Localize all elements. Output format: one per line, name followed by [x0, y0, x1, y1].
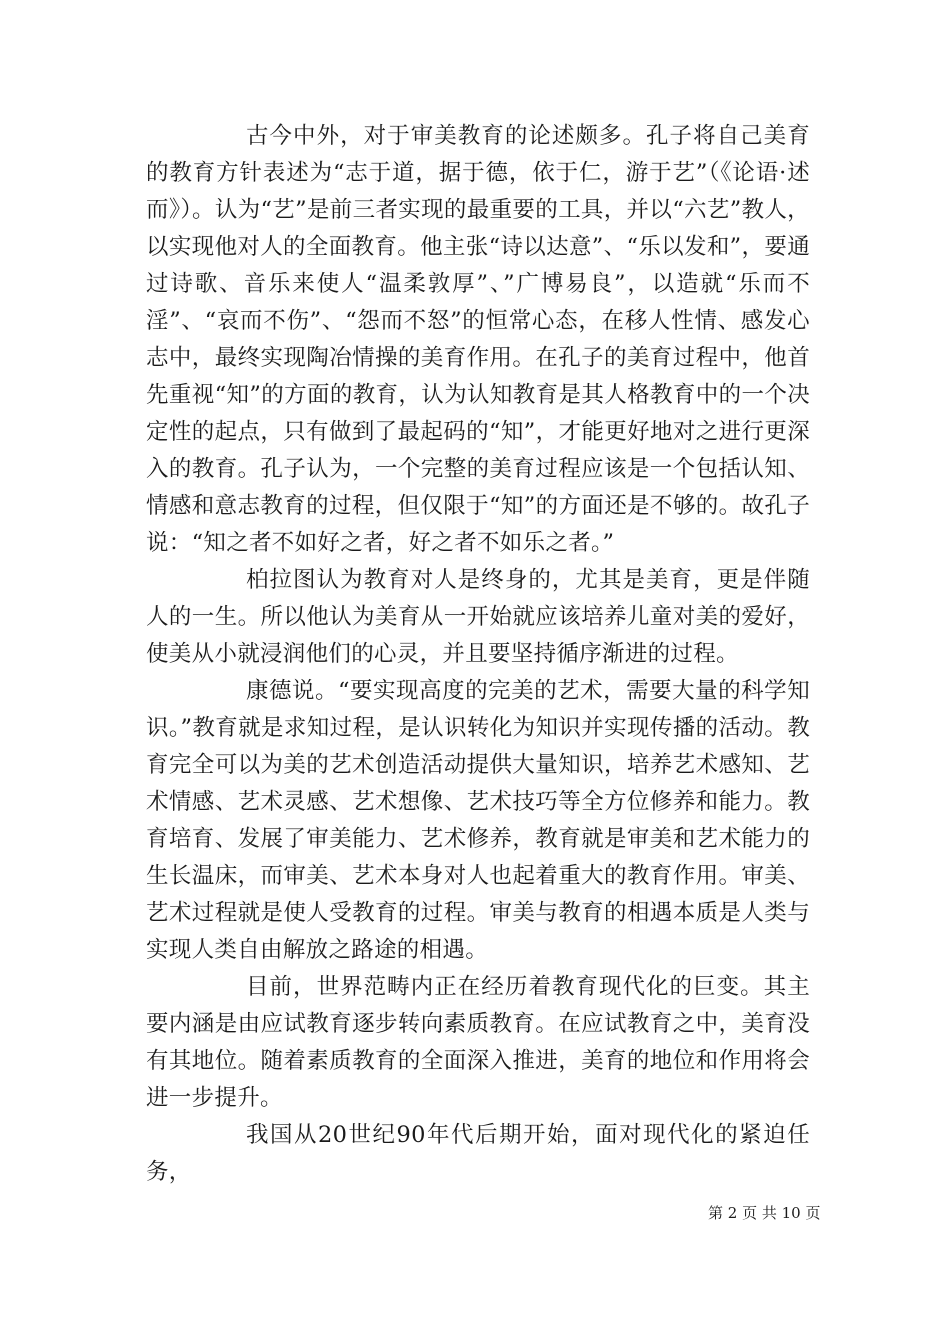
document-body — [146, 118, 810, 1191]
paragraph-confucius: 古今中外，对于审美教育的论述颇多。孔子将自己美育的教育方针表述为“志于道，据于德，依于仁，游于艺”（《论语·述而》）。认为“艺”是前三者实现的最重要的工具，并以“六艺”教人，以实现他对人的全面教育。他主张“诗以达意”、“乐以发和”，要通过诗歌、音乐来使人“温柔敦厚”、”广博易良”，以造就“乐而不淫”、“哀而不伤”、“怨而不怒”的恒常心态，在移人性情、感发心志中，最终实现陶冶情操的美育作用。在孔子的美育过程中，他首先重视“知”的方面的教育，认为认知教育是其人格教育中的一个决定性的起点，只有做到了最起码的“知”，才能更好地对之进行更深入的教育。孔子认为，一个完整的美育过程应该是一个包括认知、情感和意志教育的过程，但仅限于“知”的方面还是不够的。故孔子说：“知之者不如好之者，好之者不如乐之者。” — [146, 123, 810, 556]
paragraph-china-1990s: 我国从20世纪90年代后期开始，面对现代化的紧迫任务， — [146, 1122, 810, 1185]
page-number-footer: 第 2 页 共 10 页 — [708, 1204, 821, 1222]
paragraph-current-trend: 目前，世界范畴内正在经历着教育现代化的巨变。其主要内涵是由应试教育逐步转向素质教育。在应试教育之中，美育没有其地位。随着素质教育的全面深入推进，美育的地位和作用将会进一步提升。 — [146, 974, 810, 1111]
paragraph-kant: 康德说。“要实现高度的完美的艺术，需要大量的科学知识。”教育就是求知过程，是认识转化为知识并实现传播的活动。教育完全可以为美的艺术创造活动提供大量知识，培养艺术感知、艺术情感、艺术灵感、艺术想像、艺术技巧等全方位修养和能力。教育培育、发展了审美能力、艺术修养，教育就是审美和艺术能力的生长温床，而审美、艺术本身对人也起着重大的教育作用。审美、艺术过程就是使人受教育的过程。审美与教育的相遇本质是人类与实现人类自由解放之路途的相遇。 — [146, 678, 810, 963]
paragraph-plato: 柏拉图认为教育对人是终身的，尤其是美育，更是伴随人的一生。所以他认为美育从一开始就应该培养儿童对美的爱好，使美从小就浸润他们的心灵，并且要坚持循序渐进的过程。 — [146, 567, 810, 667]
